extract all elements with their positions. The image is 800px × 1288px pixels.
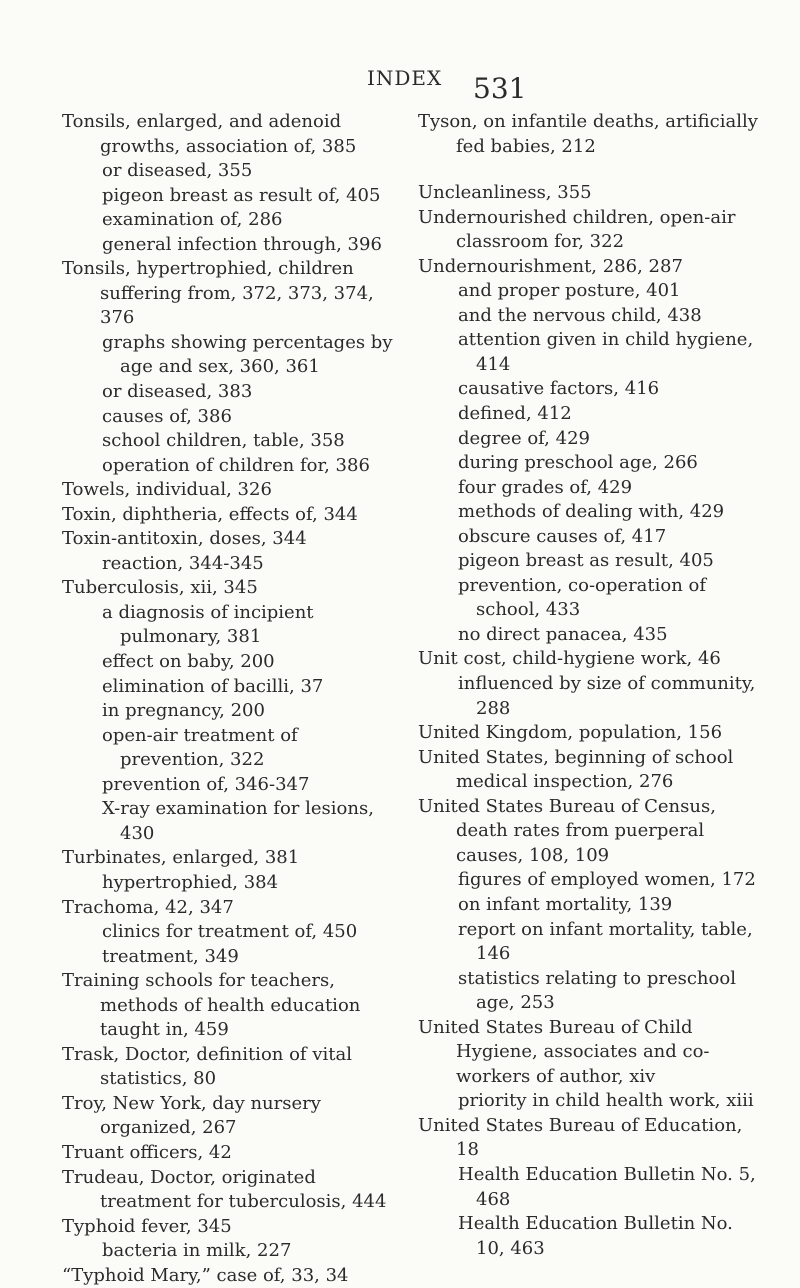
index-entry: United States, beginning of school medical inspection, 276 [418,746,734,793]
index-subentry: treatment, 349 [102,945,239,967]
index-subentry: causes of, 386 [102,405,232,427]
index-subentry: pigeon breast as result, 405 [458,550,714,572]
index-entry: Training schools for teachers, methods of health education taught in, 459 [62,970,361,1041]
index-subentry: and proper posture, 401 [458,280,681,302]
index-entry: United Kingdom, population, 156 [418,722,723,744]
index-subentry: prevention, co-operation of school, 433 [458,574,707,621]
entry-gap [418,159,766,181]
index-subentry: school children, table, 358 [102,430,345,452]
index-entry: Unit cost, child-hygiene work, 46 [418,648,721,670]
index-entry: Towels, individual, 326 [62,479,272,501]
index-subentry: a diagnosis of incipient pulmonary, 381 [102,601,314,648]
index-subentry: Health Education Bulletin No. 5, 468 [458,1163,756,1210]
index-entry: Toxin-antitoxin, doses, 344 [62,528,307,550]
index-column-right [418,110,766,1261]
index-subentry: obscure causes of, 417 [458,525,667,547]
index-subentry: statistics relating to preschool age, 253 [458,967,736,1014]
index-entry: United States Bureau of Census, death rates from puerperal causes, 108, 109 [418,795,716,866]
index-entry: Toxin, diphtheria, effects of, 344 [62,503,358,525]
index-entry: Tuberculosis, xii, 345 [62,577,258,599]
index-entry: Tonsils, hypertrophied, children suffering from, 372, 373, 374, 376 [62,258,374,329]
index-subentry: bacteria in milk, 227 [102,1240,292,1262]
index-subentry: on infant mortality, 139 [458,893,673,915]
index-subentry: general infection through, 396 [102,233,382,255]
page-header [0,66,800,106]
index-subentry: examination of, 286 [102,209,283,231]
index-subentry: four grades of, 429 [458,476,633,498]
index-subentry: report on infant mortality, table, 146 [458,918,753,965]
index-column-left [62,110,400,1288]
index-entry: Undernourishment, 286, 287 [418,255,683,277]
index-subentry: operation of children for, 386 [102,454,370,476]
index-subentry: no direct panacea, 435 [458,623,668,645]
index-entry: Uncleanliness, 355 [418,182,592,204]
index-subentry: causative factors, 416 [458,378,660,400]
index-subentry: methods of dealing with, 429 [458,501,725,523]
index-subentry: X-ray examination for lesions, 430 [102,798,374,844]
index-entry: Trachoma, 42, 347 [62,896,234,918]
index-subentry: Health Education Bulletin No. 10, 463 [458,1213,733,1259]
index-subentry: priority in child health work, xiii [458,1090,754,1112]
index-entry: “Typhoid Mary,” case of, 33, 34 [62,1264,349,1286]
index-subentry: reaction, 344-345 [102,552,264,574]
index-subentry: during preschool age, 266 [458,452,698,474]
index-subentry: figures of employed women, 172 [458,869,756,891]
index-subentry: defined, 412 [458,403,572,425]
index-subentry: pigeon breast as result of, 405 [102,184,381,206]
index-entry: United States Bureau of Child Hygiene, associates and co-workers of author, xiv [418,1016,710,1087]
index-entry: Turbinates, enlarged, 381 [62,847,300,869]
index-subentry: open-air treatment of prevention, 322 [102,724,298,771]
index-entry: Trask, Doctor, definition of vital statistics, 80 [62,1043,352,1090]
index-subentry: influenced by size of community, 288 [458,673,756,719]
index-entry: Typhoid fever, 345 [62,1215,232,1237]
index-subentry: in pregnancy, 200 [102,700,265,722]
index-entry: Tonsils, enlarged, and adenoid growths, association of, 385 [62,111,357,157]
index-entry: Undernourished children, open-air classroom for, 322 [418,206,736,253]
index-entry: Tyson, on infantile deaths, artificially fed babies, 212 [418,111,758,157]
index-subentry: prevention of, 346-347 [102,773,310,795]
page-number: 531 [473,72,527,105]
index-subentry: attention given in child hygiene, 414 [458,329,754,375]
index-subentry: graphs showing percentages by age and sex, 360, 361 [102,331,393,378]
index-entry: Trudeau, Doctor, originated treatment for tuberculosis, 444 [62,1166,387,1213]
index-entry: United States Bureau of Education, 18 [418,1114,743,1161]
index-entry: Troy, New York, day nursery organized, 267 [62,1092,321,1139]
running-head-title: INDEX [367,66,443,90]
index-subentry: or diseased, 355 [102,160,253,182]
index-subentry: degree of, 429 [458,427,590,449]
index-subentry: elimination of bacilli, 37 [102,675,324,697]
index-entry: Truant officers, 42 [62,1141,232,1163]
index-subentry: clinics for treatment of, 450 [102,921,358,943]
index-subentry: and the nervous child, 438 [458,304,702,326]
index-subentry: hypertrophied, 384 [102,871,279,893]
index-subentry: effect on baby, 200 [102,651,275,673]
index-subentry: or diseased, 383 [102,381,253,403]
